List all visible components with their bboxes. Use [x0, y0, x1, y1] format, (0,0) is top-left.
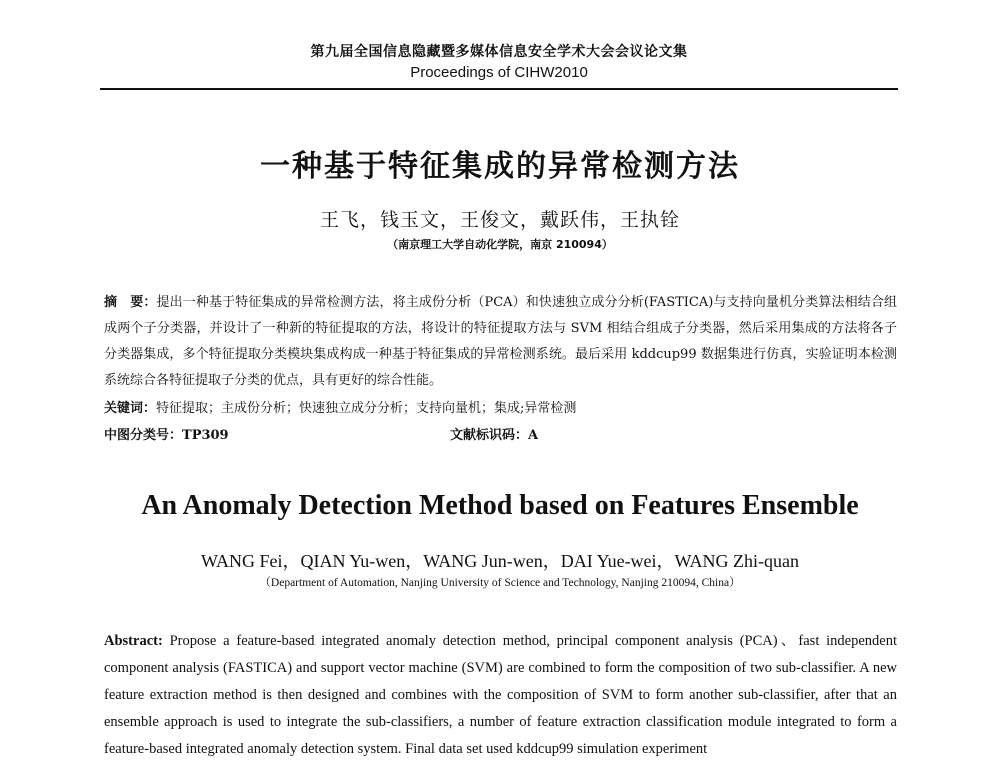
keywords-cn [104, 397, 897, 416]
abstract-en [104, 628, 897, 763]
doc-code [450, 424, 538, 443]
clc-label: 中图分类号： [104, 428, 183, 443]
paper-title-en: An Anomaly Detection Method based on Features Ensemble [141, 490, 859, 521]
clc-value: TP309 [182, 428, 229, 443]
authors-en: WANG Fei，QIAN Yu-wen，WANG Jun-wen，DAI Yue-wei，WANG Zhi-quan [200, 551, 800, 571]
proceedings-header-en: Proceedings of CIHW2010 [410, 64, 588, 81]
affiliation-en: （Department of Automation, Nanjing University of Science and Technology, Nanjing 210094, China） [259, 577, 741, 589]
keywords-cn-label: 关键词： [104, 401, 157, 416]
doc-code-label: 文献标识码： [450, 428, 529, 443]
abstract-cn-text: 提出一种基于特征集成的异常检测方法，将主成份分析（PCA）和快速独立成分分析(FASTICA)与支持向量机分类算法相结合组成两个子分类器，并设计了一种新的特征提取的方法，将设计的特征提取方法与 SVM 相结合组成子分类器，然后采用集成的方法将各子分类器集成，多个特征提取分类模块集成构成一种基于特征集成的异常检测系统。最后采用 kddcup99 数据集进行仿真，实验证明本检测系统综合各特征提取子分类的优点，具有更好的综合性能。 [104, 295, 897, 388]
abstract-cn [104, 290, 897, 394]
authors-cn: 王飞，钱玉文，王俊文，戴跃伟，王执铨 [319, 209, 680, 231]
doc-code-value: A [528, 428, 539, 443]
abstract-en-text: Propose a feature-based integrated anomaly detection method, principal component analysis (PCA)、fast independent component analysis (FASTICA) and support vector machine (SVM) are combined to form the composition of two sub-classifier. A new feature extraction method is then designed and combines with the composition of SVM to form another sub-classifier, after that an ensemble approach is used to integrate the sub-classifiers, a number of feature extraction classification module integrated to form a feature-based integrated anomaly detection system. Final data set used kddcup99 simulation experiment [104, 633, 898, 757]
affiliation-cn: （南京理工大学自动化学院，南京 210094） [387, 238, 613, 251]
abstract-cn-label: 摘 要： [104, 295, 157, 310]
conference-header-cn: 第九届全国信息隐藏暨多媒体信息安全学术大会会议论文集 [310, 44, 688, 60]
keywords-cn-text: 特征提取；主成份分析；快速独立成分分析；支持向量机；集成;异常检测 [156, 401, 577, 416]
header-divider [100, 88, 898, 90]
abstract-en-label: Abstract: [104, 633, 163, 649]
paper-title-cn: 一种基于特征集成的异常检测方法 [260, 149, 740, 184]
classification-line [104, 424, 897, 443]
